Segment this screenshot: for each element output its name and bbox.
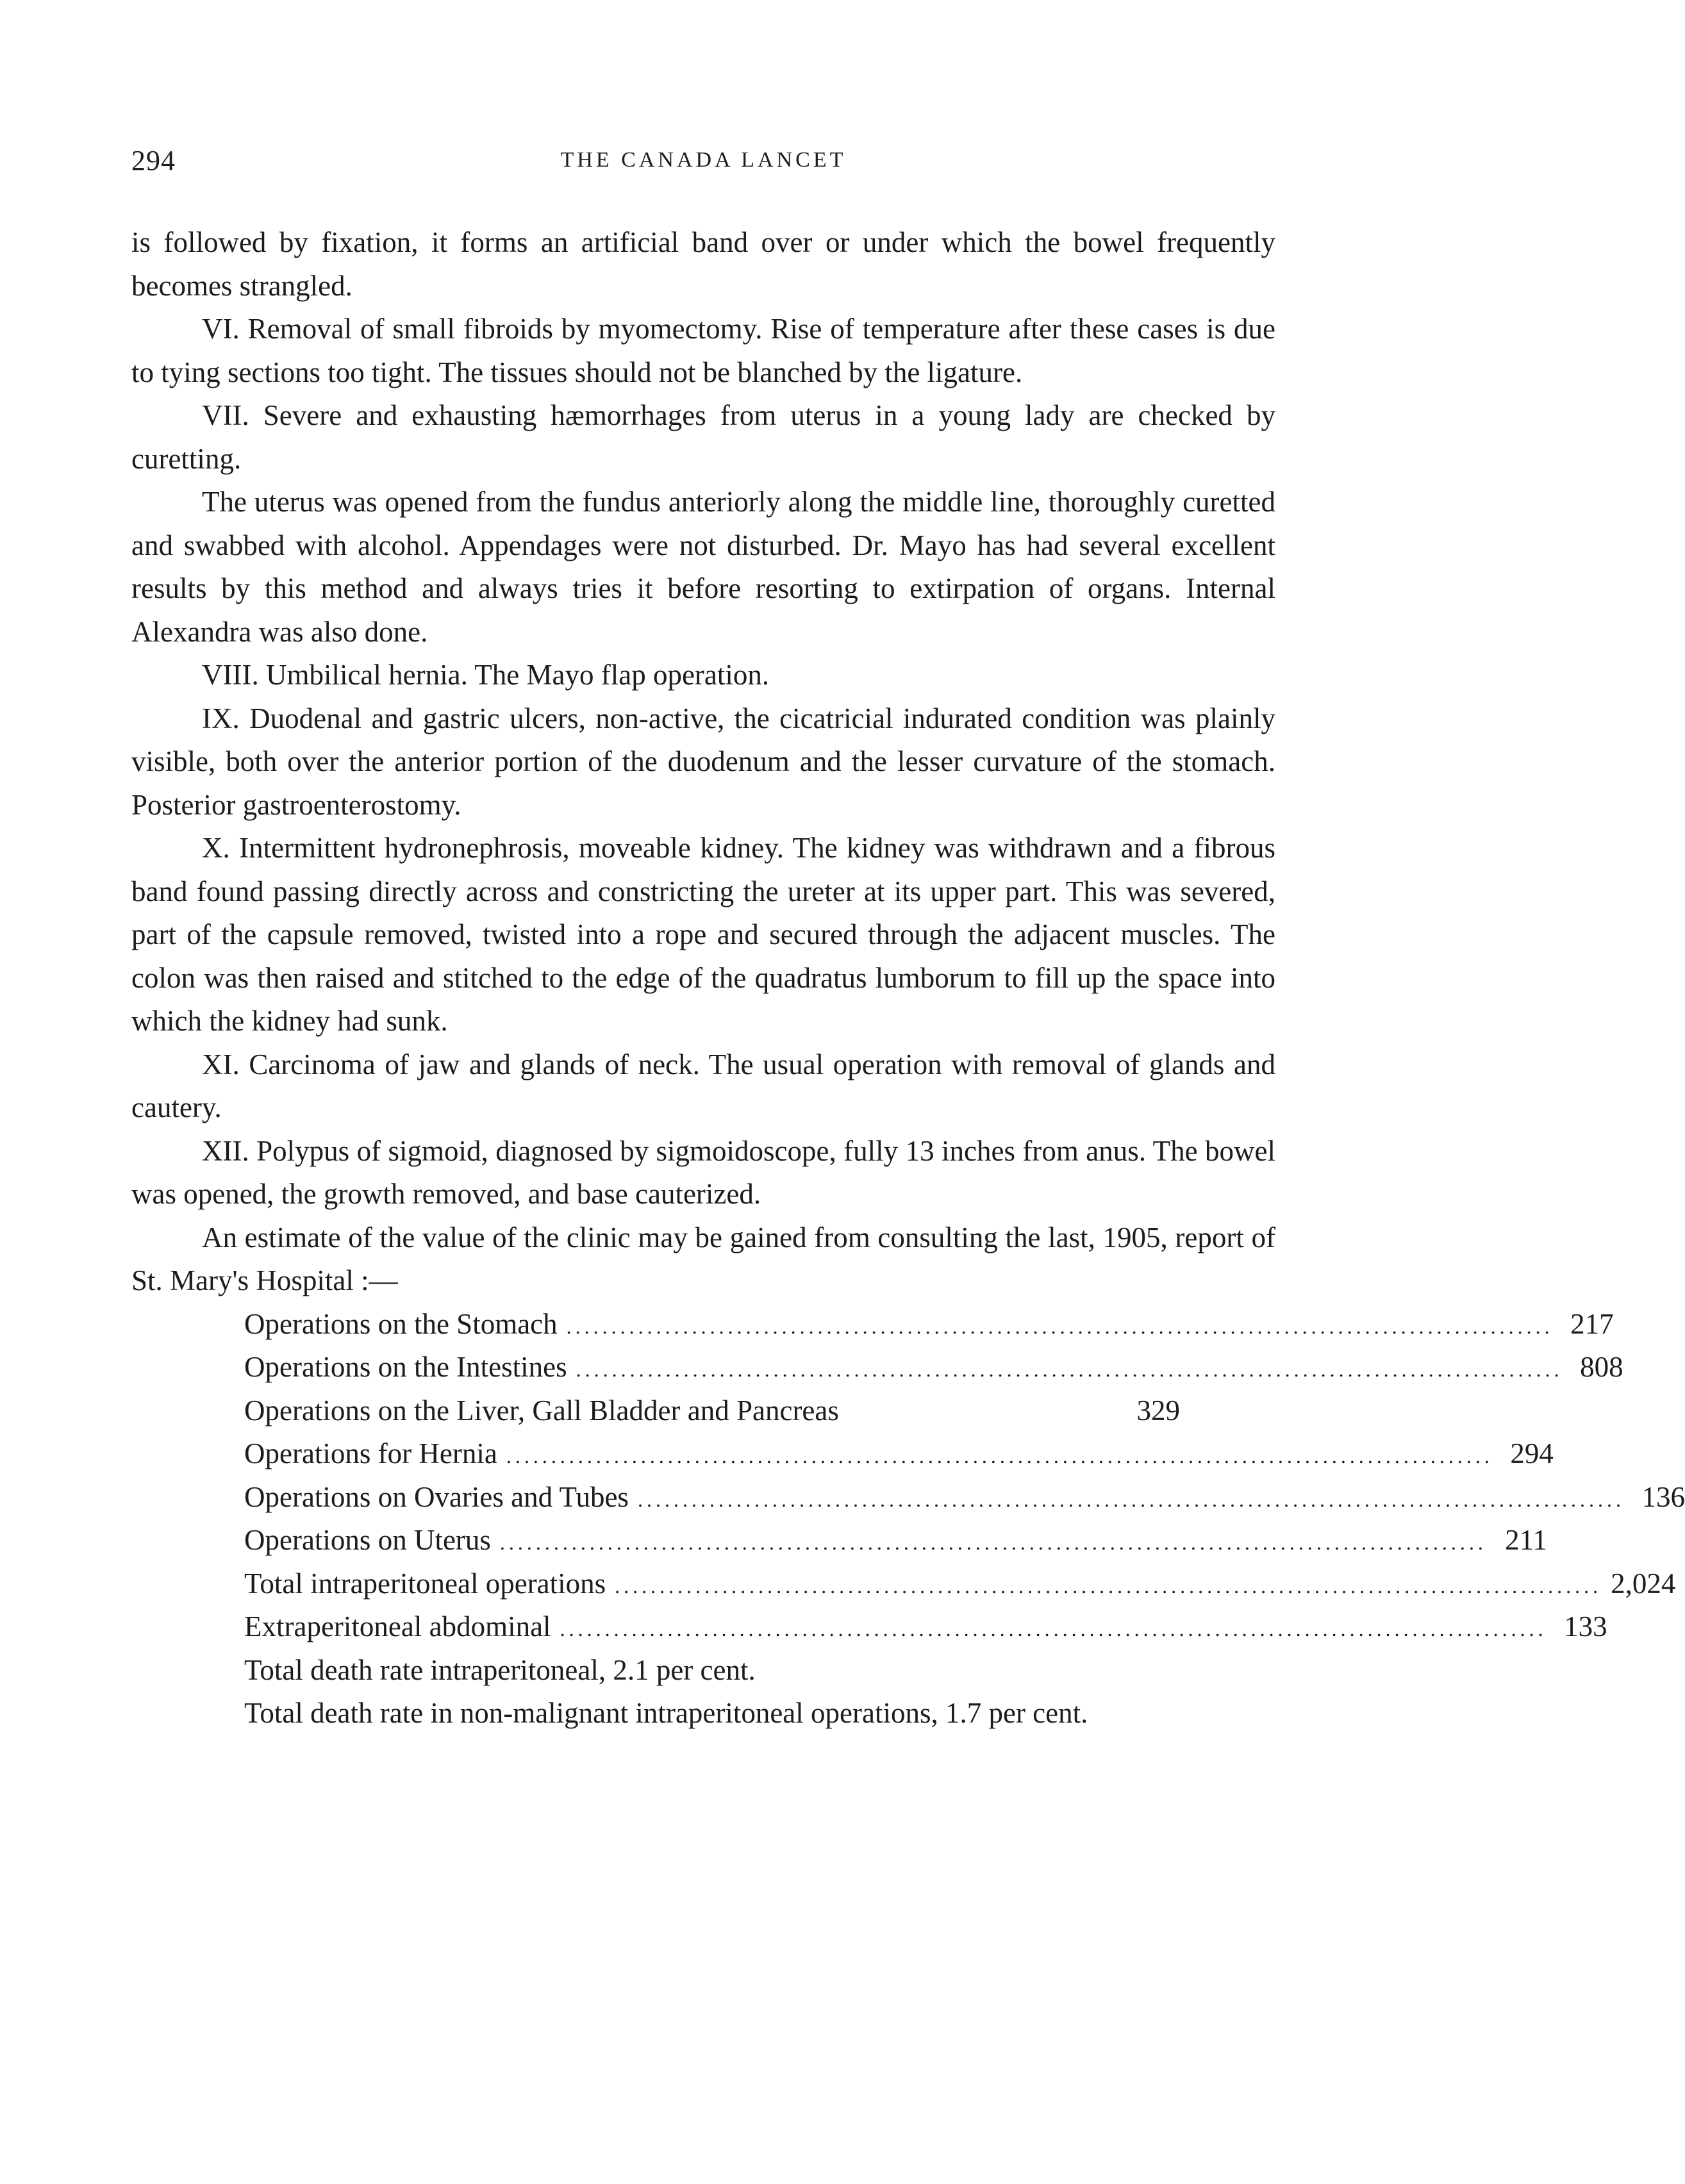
paragraph-continued: is followed by fixation, it forms an artificial band over or under which the bowel frequently becomes strangled. — [131, 226, 1275, 302]
row-value: 136 — [1641, 1480, 1685, 1513]
row-label: Operations on the Liver, Gall Bladder and Pancreas — [244, 1394, 839, 1427]
paragraph-uterus: The uterus was opened from the fundus anteriorly along the middle line, thoroughly curetted and swabbed with alcohol. Appendages were not disturbed. Dr. Mayo has had several excellent results by this method and always tries it before resorting to extirpation of organs. Internal Alexandra was also done. — [131, 486, 1275, 648]
leader-dots: .............................................................................................................. — [506, 1444, 1493, 1468]
leader-dots: .............................................................................................................. — [499, 1531, 1487, 1554]
leader-dots: .............................................................................................................. — [615, 1574, 1602, 1598]
row-label: Extraperitoneal abdominal — [244, 1610, 551, 1642]
row-value: 211 — [1505, 1524, 1547, 1556]
document-page — [131, 144, 1685, 1735]
leader-dots: .............................................................................................................. — [576, 1358, 1563, 1381]
paragraph-case-xi: XI. Carcinoma of jaw and glands of neck. The usual operation with removal of glands and cautery. — [131, 1048, 1275, 1123]
summary-line: Total death rate intraperitoneal, 2.1 per cent. — [244, 1653, 756, 1686]
leader-dots: .............................................................................................................. — [637, 1487, 1625, 1511]
table-row — [244, 1562, 1676, 1606]
leader-dots: .............................................................................................................. — [560, 1617, 1547, 1641]
summary-line: Total death rate in non-malignant intraperitoneal operations, 1.7 per cent. — [244, 1697, 1088, 1729]
table-row — [244, 1432, 1554, 1476]
paragraph-case-vi: VI. Removal of small fibroids by myomectomy. Rise of temperature after these cases is due to tying sections too tight. The tissues should not be blanched by the ligature. — [131, 313, 1275, 388]
table-row — [244, 1605, 1607, 1649]
row-label: Operations on the Stomach — [244, 1307, 558, 1340]
table-row — [244, 1346, 1623, 1389]
body-text — [131, 221, 1685, 1735]
row-value: 808 — [1580, 1351, 1623, 1383]
table-row — [244, 1519, 1547, 1562]
row-label: Operations on Uterus — [244, 1524, 491, 1556]
row-label: Operations on the Intestines — [244, 1351, 567, 1383]
row-value: 2,024 — [1611, 1567, 1676, 1600]
table-row — [244, 1389, 1180, 1433]
paragraph-case-ix: IX. Duodenal and gastric ulcers, non-active, the cicatricial indurated condition was plainly visible, both over the anterior portion of the duodenum and the lesser curvature of the stomach. Posterior gastroenterostomy. — [131, 702, 1275, 821]
paragraph-case-viii: VIII. Umbilical hernia. The Mayo flap operation. — [202, 659, 770, 691]
table-row — [244, 1303, 1614, 1346]
row-value: 294 — [1510, 1437, 1554, 1469]
paragraph-estimate: An estimate of the value of the clinic may be gained from consulting the last, 1905, report of St. Mary's Hospital :— — [131, 1221, 1275, 1296]
row-value: 329 — [1136, 1394, 1180, 1427]
table-row — [244, 1476, 1685, 1519]
row-label: Total intraperitoneal operations — [244, 1567, 606, 1600]
row-value: 133 — [1564, 1610, 1607, 1642]
paragraph-case-x: X. Intermittent hydronephrosis, moveable kidney. The kidney was withdrawn and a fibrous band found passing directly across and constricting the ureter at its upper part. This was severed, part of the capsule removed, twisted into a rope and secured through the adjacent muscles. The colon was then raised and stitched to the edge of the quadratus lumborum to fill up the space into which the kidney had sunk. — [131, 832, 1275, 1037]
row-value: 217 — [1570, 1307, 1614, 1340]
paragraph-case-xii: XII. Polypus of sigmoid, diagnosed by sigmoidoscope, fully 13 inches from anus. The bowel was opened, the growth removed, and base cauterized. — [131, 1134, 1275, 1210]
death-rate-summary — [244, 1649, 1180, 1735]
page-header — [131, 144, 1275, 195]
page-number: 294 — [131, 145, 176, 176]
row-label: Operations on Ovaries and Tubes — [244, 1480, 629, 1513]
running-head: THE CANADA LANCET — [560, 148, 847, 172]
row-label: Operations for Hernia — [244, 1437, 497, 1469]
leader-dots: .............................................................................................................. — [566, 1314, 1554, 1338]
paragraph-case-vii: VII. Severe and exhausting hæmorrhages from uterus in a young lady are checked by curetting. — [131, 399, 1275, 475]
operations-table — [244, 1303, 1685, 1649]
